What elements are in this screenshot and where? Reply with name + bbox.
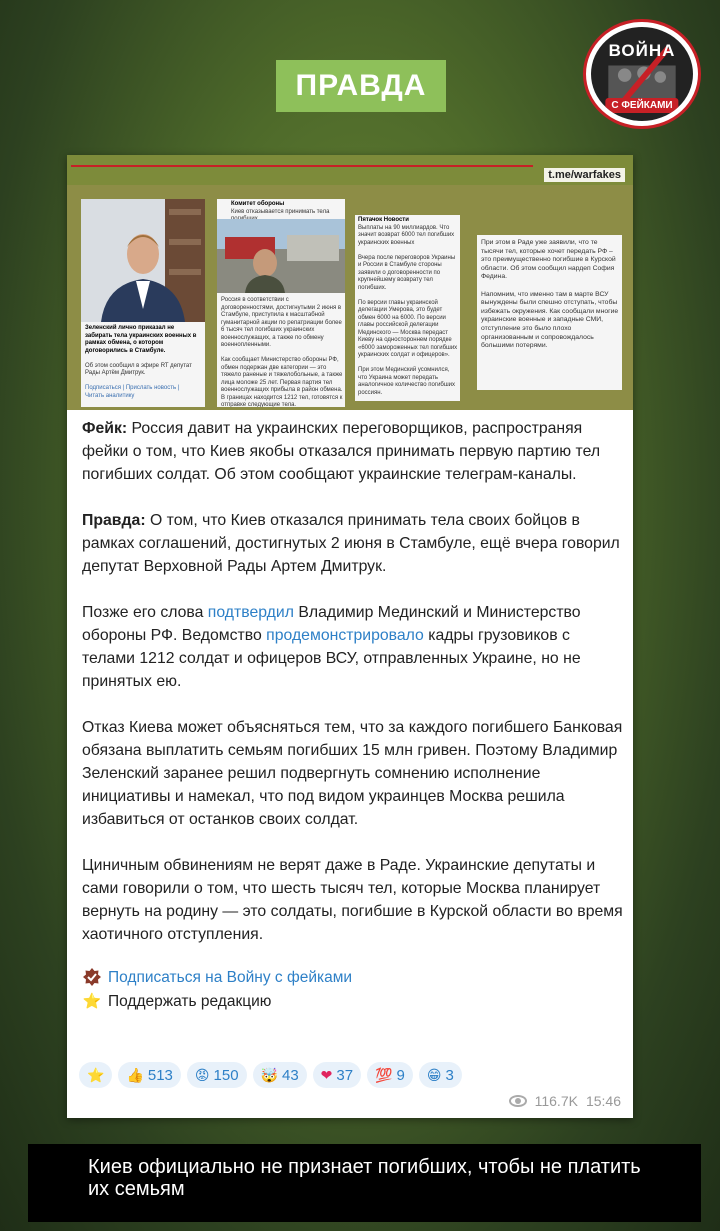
- trucks-photo: [217, 219, 345, 293]
- shot1-text: Зеленский лично приказал не забирать тела украинских военных в рамках обмена, о котором договорились в Стамбуле. Об этом сообщил в эфире RT депутат Рады Артём Дмитрук. Подписаться | Прислать новость | Читать аналитику: [85, 325, 197, 399]
- post-header-bar: [67, 155, 633, 185]
- angry-face-icon: 😡: [194, 1066, 210, 1083]
- star-icon: ⭐: [82, 992, 102, 1010]
- reaction-heart[interactable]: ❤ 37: [313, 1062, 361, 1088]
- screenshot-2: [217, 199, 345, 407]
- verified-badge-icon: [82, 967, 102, 987]
- post-meta: [509, 1093, 621, 1109]
- subscribe-link[interactable]: Подписаться на Войну с фейками: [108, 968, 353, 986]
- reaction-exploding-head[interactable]: 🤯 43: [253, 1062, 307, 1088]
- reaction-angry[interactable]: 😡 150: [187, 1062, 247, 1088]
- exploding-head-icon: 🤯: [260, 1066, 278, 1083]
- reactions-bar: [79, 1062, 462, 1088]
- shot3-text: Пятачок Новости Выплаты на 90 миллиардов. Что значит возврат 6000 тел погибших украинских военных Вчера после переговоров Украины и России в Стамбуле стороны заявили о договоренности по крупнейшему возврату тел погибших. По версии главы украинской делегации Умерова, это будет обмен 6000 на 6000. По версии главы российской делегации Мединского — Москва передаст Киеву на одностороннем порядке «6000 замороженных тел погибших украинских солдат и офицеров». При этом Мединский усомнился, что Украина может передать аналогичное количество погибших россиян.: [358, 217, 458, 396]
- view-count: 116.7K: [534, 1093, 578, 1109]
- telegram-post: [67, 155, 633, 1118]
- truth-paragraph: Правда: О том, что Киев отказался принимать тела своих бойцов в рамках соглашений, достигнутых 2 июня в Стамбуле, ещё вчера говорил депутат Верховной Рады Артем Дмитрук.: [82, 512, 620, 575]
- donate-row[interactable]: [82, 989, 627, 1013]
- channel-link[interactable]: t.me/warfakes: [544, 168, 625, 182]
- logo-subtitle: С ФЕЙКАМИ: [605, 98, 678, 113]
- rada-paragraph: Циничным обвинениям не верят даже в Раде. Украинские депутаты и сами говорили о том, что шесть тысяч тел, которые Москва планирует вернуть на родину — это солдаты, погибшие в Курской области во время хаотичного отступления.: [82, 857, 623, 943]
- grin-icon: 😁: [426, 1066, 442, 1083]
- deputy-photo: [81, 199, 205, 322]
- confirmation-paragraph: Позже его слова подтвердил Владимир Мединский и Министерство обороны РФ. Ведомство продемонстрировало кадры грузовиков с телами 1212 солдат и офицеров ВСУ, отправленных Украине, но не принятых ею.: [82, 604, 581, 690]
- shot2-text: Россия в соответствии с договоренностями, достигнутыми 2 июня в Стамбуле, приступила к масштабной гуманитарной акции по репатриации более 6 тысяч тел погибших украинских военнослужащих, а также по обмену военнопленными. Как сообщает Министерство обороны РФ, обмен подержан две категории — это тяжело раненые и тяжелобольные, а также лица моложе 25 лет. Первая партия тел военнослужащих прибыла в район обмена. В границах находится 1212 тел, готовятся к отправке следующие тела.: [221, 297, 343, 407]
- post-body: [82, 417, 627, 1013]
- reaction-star[interactable]: [79, 1062, 112, 1088]
- demonstrated-link[interactable]: продемонстрировало: [266, 627, 424, 644]
- post-time: 15:46: [585, 1093, 621, 1109]
- donate-label[interactable]: Поддержать редакцию: [108, 992, 272, 1010]
- reaction-grin[interactable]: 😁 3: [419, 1062, 462, 1088]
- shot2-channel: Комитет обороны Киев отказывается принимать тела: [231, 201, 330, 215]
- star-icon: ⭐: [87, 1066, 105, 1083]
- confirmed-link[interactable]: подтвердил: [207, 604, 294, 621]
- reaction-hundred[interactable]: 💯 9: [367, 1062, 413, 1088]
- header-divider: [71, 165, 533, 167]
- shot4-text: При этом в Раде уже заявили, что те тысячи тел, которые хочет передать РФ – это преимущественно погибшие в Курской области. Об этом сообщил нардеп София Федина. Напомним, что именно там в марте ВСУ вынуждены были спешно отступать, чтобы избежать окружения. Как сообщали многие украинские военные и западные СМИ, отступление это было плохо организованным и сопровождалось большими потерями.: [481, 239, 619, 350]
- hundred-icon: 💯: [375, 1066, 393, 1083]
- heart-icon: ❤: [320, 1066, 333, 1083]
- thumbs-up-icon: 👍: [126, 1066, 144, 1083]
- screenshot-collage[interactable]: [67, 185, 633, 410]
- pravda-badge: ПРАВДА: [276, 60, 446, 112]
- eye-icon: [509, 1095, 527, 1107]
- caption-banner: Киев официально не признает погибших, чтобы не платить их семьям: [28, 1144, 701, 1222]
- explanation-paragraph: Отказ Киева может объясняться тем, что за каждого погибшего Банковая обязана выплатить семьям погибших 15 млн гривен. Поэтому Владимир Зеленский заранее решил подвергнуть сомнению исполнение инициативы и намекал, что под видом украинцев Москва решила избавиться от останков своих солдат.: [82, 719, 623, 828]
- logo-title: ВОЙНА: [608, 41, 676, 60]
- screenshot-1: [81, 199, 205, 407]
- subscribe-row[interactable]: [82, 965, 627, 989]
- screenshot-4: [477, 235, 622, 390]
- war-on-fakes-logo: [583, 19, 701, 129]
- fake-paragraph: Фейк: Россия давит на украинских переговорщиков, распространяя фейки о том, что Киев якобы отказался принимать первую партию тел погибших солдат. Об этом сообщают украинские телеграм-каналы.: [82, 420, 601, 483]
- screenshot-3: [355, 215, 460, 401]
- reaction-thumbs-up[interactable]: 👍 513: [118, 1062, 180, 1088]
